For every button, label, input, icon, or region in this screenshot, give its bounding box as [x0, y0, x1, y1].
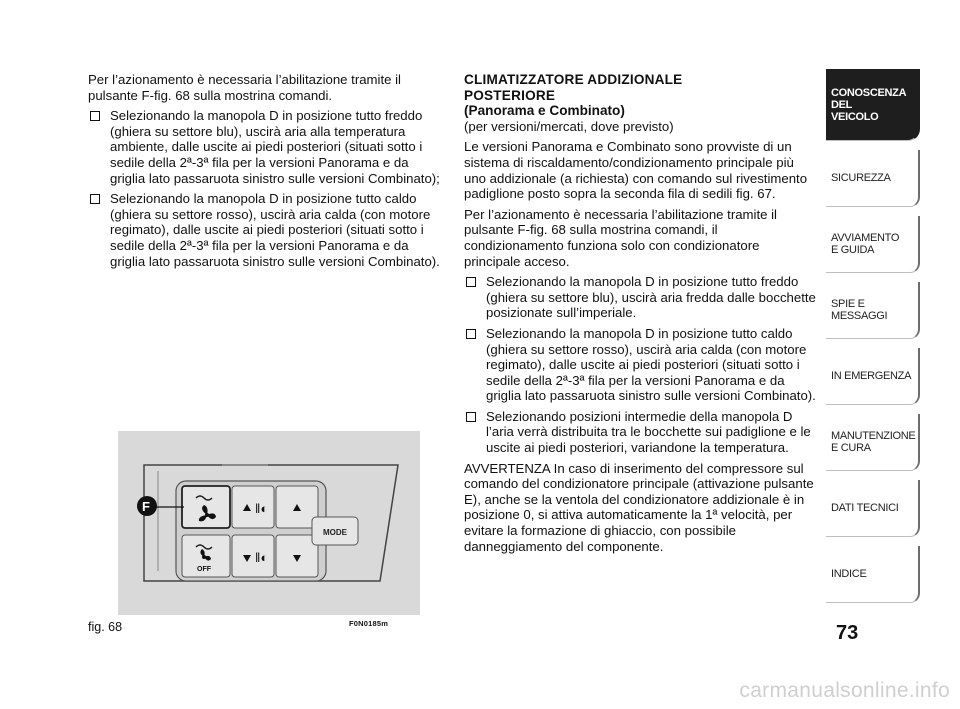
- figure-caption: fig. 68: [88, 620, 123, 634]
- checkbox-bullet-icon: [466, 412, 476, 422]
- list-item: [88, 191, 440, 269]
- control-panel-illustration: [118, 431, 420, 615]
- list-item-text: Selezionando la manopola D in posizione tutto caldo (ghiera su settore rosso), uscirà aria calda (con motore regimato), dalle uscite ai piedi posteriori (situati sotto i sedile della 2ª-3ª fila per la versioni Panorama e da griglia lato passaruota sinistro sulle versioni Combinato).: [486, 325, 816, 404]
- control-panel-figure: [118, 431, 420, 615]
- right-column: [464, 72, 816, 559]
- paragraph: Per l’azionamento è necessaria l’abilitazione tramite il pulsante F-fig. 68 sulla mostrina comandi, il condizionamento funziona solo con condizionatore principale acceso.: [464, 206, 777, 269]
- tab-avviamento-e-guida[interactable]: [826, 216, 920, 273]
- tab-in-emergenza[interactable]: [826, 348, 920, 405]
- tab-label: CONOSCENZA DEL VEICOLO: [831, 86, 907, 123]
- chapter-sidebar: [826, 69, 920, 612]
- tab-label: DATI TECNICI: [831, 502, 899, 514]
- tab-label: MANUTENZIONE E CURA: [831, 430, 916, 454]
- list-item-text: Selezionando la manopola D in posizione tutto caldo (ghiera su settore rosso), uscirà aria calda (con motore regimato), dalle uscite ai piedi posteriori (situati sotto i sedile della 2ª-3ª fila per la versioni Panorama e da griglia lato passaruota sinistro sulle versioni Combinato).: [110, 191, 440, 269]
- list-item: [464, 274, 816, 321]
- tab-manutenzione-e-cura[interactable]: [826, 414, 920, 471]
- tab-conoscenza-del-veicolo[interactable]: [826, 69, 920, 141]
- section-heading-line: POSTERIORE: [464, 87, 556, 103]
- page-number: 73: [836, 622, 859, 644]
- availability-note: (per versioni/mercati, dove previsto): [464, 118, 674, 134]
- tab-spie-e-messaggi[interactable]: [826, 282, 920, 339]
- section-heading: [464, 72, 816, 103]
- tab-label: INDICE: [831, 568, 867, 580]
- tab-label: SPIE E MESSAGGI: [831, 298, 888, 322]
- checkbox-bullet-icon: [466, 277, 476, 287]
- intro-paragraph: Per l’azionamento è necessaria l’abilitazione tramite il pulsante F-fig. 68 sulla mostrina comandi.: [88, 72, 401, 103]
- paragraph: Le versioni Panorama e Combinato sono provviste di un sistema di riscaldamento/condizionamento principale più uno addizionale (a richiesta) con comando sul rivestimento padiglione posto sopra la seconda fila di sedili fig. 67.: [464, 139, 808, 202]
- list-item-text: Selezionando posizioni intermedie della manopola D l’aria verrà distribuita tra le bocchette sui padiglione e le uscite ai piedi posteriori, variandone la temperatura.: [486, 408, 811, 456]
- mode-label: MODE: [323, 528, 347, 537]
- checkbox-bullet-icon: [90, 111, 100, 121]
- off-label: OFF: [197, 566, 211, 573]
- list-item-text: Selezionando la manopola D in posizione tutto freddo (ghiera su settore blu), uscirà aria fredda dalle bocchette posizionate sull’imperiale.: [486, 274, 816, 321]
- checkbox-bullet-icon: [466, 329, 476, 339]
- tab-indice[interactable]: [826, 546, 920, 603]
- tab-label: SICUREZZA: [831, 172, 891, 184]
- left-column: [88, 72, 440, 274]
- list-item: [464, 326, 816, 404]
- list-item: [88, 108, 440, 186]
- tab-dati-tecnici[interactable]: [826, 480, 920, 537]
- figure-code: F0N0185m: [349, 619, 389, 628]
- checkbox-bullet-icon: [90, 194, 100, 204]
- vent-icon: ‖◐: [255, 550, 269, 565]
- list-item: [464, 409, 816, 456]
- vent-icon: ‖◐: [255, 501, 269, 516]
- tab-sicurezza[interactable]: [826, 150, 920, 207]
- callout-letter: F: [142, 499, 150, 514]
- list-item-text: Selezionando la manopola D in posizione tutto freddo (ghiera su settore blu), uscirà aria alla temperatura ambiente, dalle uscite ai piedi posteriori (situati sotto i sedile della 2ª-3ª fila per la versioni Panorama e da griglia lato passaruota sinistro sulle versioni Combinato);: [110, 108, 440, 186]
- section-subheading: (Panorama e Combinato): [464, 103, 625, 119]
- tab-label: AVVIAMENTO E GUIDA: [831, 232, 900, 256]
- watermark: carmanualsonline.info: [739, 679, 950, 702]
- warning-paragraph: AVVERTENZA In caso di inserimento del compressore sul comando del condizionatore principale (attivazione pulsante E), anche se la ventola del condizionatore addizionale è in posizione 0, si attiva automaticamente la 1ª velocità, per evitare la formazione di ghiaccio, con possibile danneggiamento del componente.: [464, 460, 814, 554]
- tab-label: IN EMERGENZA: [831, 370, 912, 382]
- section-heading-line: CLIMATIZZATORE ADDIZIONALE: [464, 72, 683, 87]
